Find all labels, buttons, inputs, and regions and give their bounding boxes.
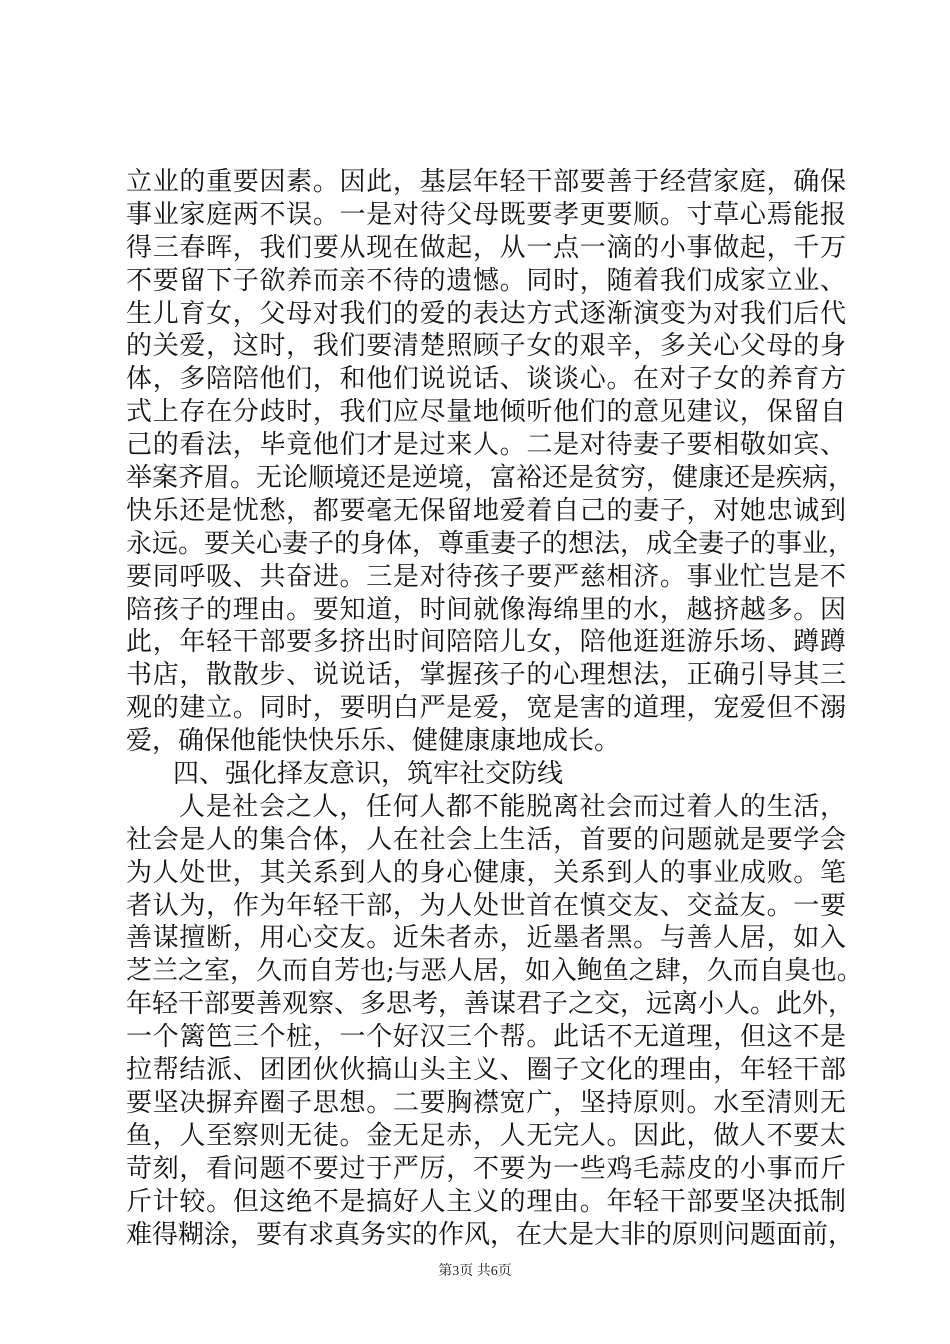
text-line: 快乐还是忧愁，都要毫无保留地爱着自己的妻子，对她忠诚到 [126, 495, 846, 526]
text-line: 者认为，作为年轻干部，为人处世首在慎交友、交益友。一要 [126, 890, 846, 921]
text-line: 人是社会之人，任何人都不能脱离社会而过着人的生活， [179, 791, 846, 822]
text-line: 生儿育女，父母对我们的爱的表达方式逐渐演变为对我们后代 [126, 298, 846, 329]
text-line: 得三春晖，我们要从现在做起，从一点一滴的小事做起，千万 [126, 232, 846, 263]
text-line: 难得糊涂，要有求真务实的作风，在大是大非的原则问题面前， [126, 1219, 855, 1250]
text-line: 苛刻，看问题不要过于严厉，不要为一些鸡毛蒜皮的小事而斤 [126, 1153, 846, 1184]
text-line: 陪孩子的理由。要知道，时间就像海绵里的水，越挤越多。因 [126, 594, 846, 625]
text-line: 此，年轻干部要多挤出时间陪陪儿女，陪他逛逛游乐场、蹲蹲 [126, 627, 846, 658]
text-line: 斤计较。但这绝不是搞好人主义的理由。年轻干部要坚决抵制 [126, 1186, 846, 1217]
text-line: 体，多陪陪他们，和他们说说话、谈谈心。在对子女的养育方 [126, 364, 846, 395]
body-text [126, 166, 863, 1251]
text-line: 拉帮结派、团团伙伙搞山头主义、圈子文化的理由，年轻干部 [126, 1055, 846, 1086]
text-line: 事业家庭两不误。一是对待父母既要孝更要顺。寸草心焉能报 [126, 199, 846, 230]
text-line: 式上存在分歧时，我们应尽量地倾听他们的意见建议，保留自 [126, 397, 846, 428]
text-line: 己的看法，毕竟他们才是过来人。二是对待妻子要相敬如宾、 [126, 430, 846, 461]
text-line: 年轻干部要善观察、多思考，善谋君子之交，远离小人。此外， [126, 989, 855, 1020]
text-line: 观的建立。同时，要明白严是爱，宽是害的道理，宠爱但不溺 [126, 693, 846, 724]
text-line: 举案齐眉。无论顺境还是逆境，富裕还是贫穷，健康还是疾病， [126, 463, 855, 494]
text-line: 为人处世，其关系到人的身心健康，关系到人的事业成败。笔 [126, 857, 846, 888]
text-line: 的关爱，这时，我们要清楚照顾子女的艰辛，多关心父母的身 [126, 331, 846, 362]
section-heading: 四、强化择友意识，筑牢社交防线 [173, 759, 564, 790]
page-number-footer: 第3页 共6页 [438, 1264, 512, 1279]
text-line: 不要留下子欲养而亲不待的遗憾。同时，随着我们成家立业、 [126, 265, 846, 296]
text-line: 爱，确保他能快快乐乐、健健康康地成长。 [126, 726, 621, 757]
text-line: 善谋擅断，用心交友。近朱者赤，近墨者黑。与善人居，如入 [126, 923, 846, 954]
text-line: 永远。要关心妻子的身体，尊重妻子的想法，成全妻子的事业， [126, 528, 855, 559]
text-line: 鱼，人至察则无徒。金无足赤，人无完人。因此，做人不要太 [126, 1120, 846, 1151]
text-line: 一个篱笆三个桩，一个好汉三个帮。此话不无道理，但这不是 [126, 1022, 846, 1053]
text-line: 芝兰之室，久而自芳也;与恶人居，如入鲍鱼之肆，久而自臭也。 [126, 956, 863, 987]
text-line: 书店，散散步、说说话，掌握孩子的心理想法，正确引导其三 [126, 660, 846, 691]
text-line: 社会是人的集合体，人在社会上生活，首要的问题就是要学会 [126, 824, 846, 855]
text-line: 要同呼吸、共奋进。三是对待孩子要严慈相济。事业忙岂是不 [126, 561, 846, 592]
text-line: 立业的重要因素。因此，基层年轻干部要善于经营家庭，确保 [126, 167, 846, 197]
text-line: 要坚决摒弃圈子思想。二要胸襟宽广，坚持原则。水至清则无 [126, 1087, 846, 1118]
